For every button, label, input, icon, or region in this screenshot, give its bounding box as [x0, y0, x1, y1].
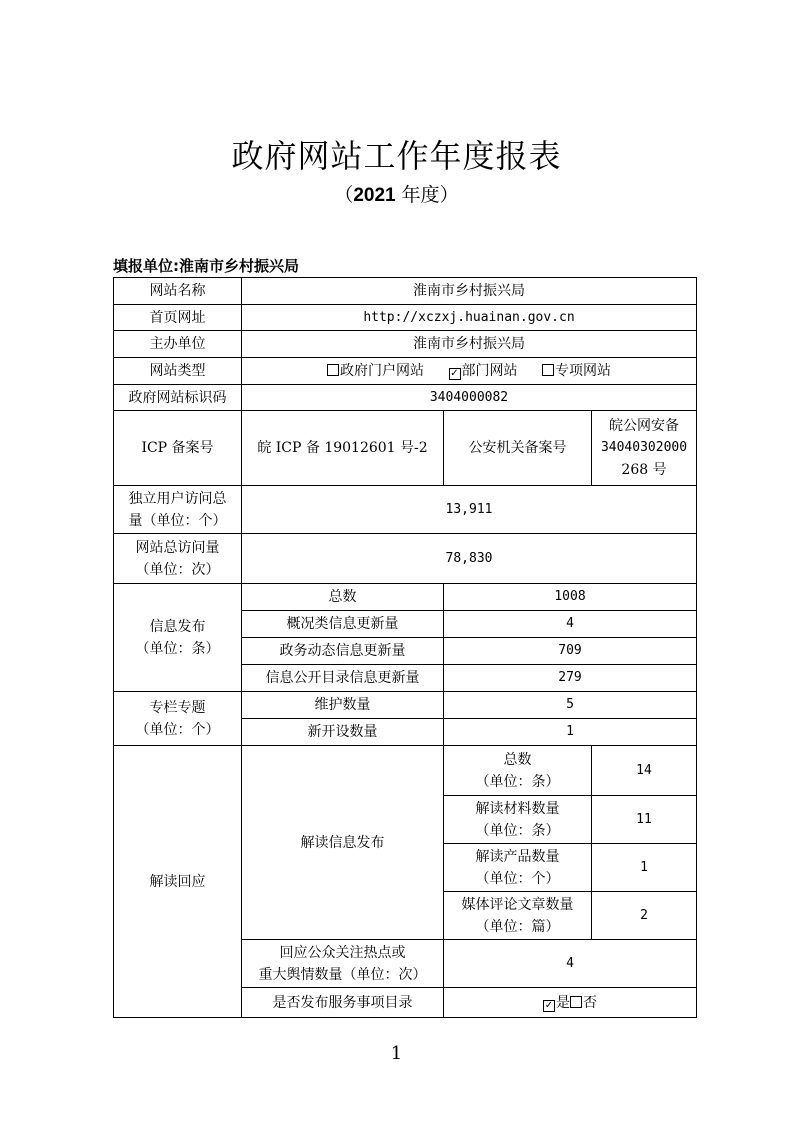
- site-id-value: 3404000082: [242, 385, 697, 411]
- columns-item-label: 新开设数量: [242, 719, 444, 746]
- interp-item-label: 解读产品数量 （单位：个）: [444, 844, 592, 892]
- icp-label: ICP 备案号: [114, 411, 242, 486]
- report-title: 政府网站工作年度报表: [231, 137, 562, 175]
- row-interp-total: [114, 746, 697, 796]
- sponsor-value: 淮南市乡村振兴局: [242, 331, 697, 358]
- interp-item-label: 媒体评论文章数量 （单位：篇）: [444, 892, 592, 940]
- interpretation-label: 解读回应: [114, 746, 242, 1018]
- report-table: [113, 277, 697, 1018]
- total-visits-label: 网站总访问量 （单位：次）: [114, 534, 242, 584]
- service-catalog-label: 是否发布服务事项目录: [242, 988, 444, 1018]
- interp-item-label: 总数 （单位：条）: [444, 746, 592, 796]
- info-item-value: 4: [444, 611, 697, 638]
- police-record-label: 公安机关备案号: [444, 411, 592, 486]
- site-id-label: 政府网站标识码: [114, 385, 242, 411]
- interp-item-value: 2: [592, 892, 697, 940]
- info-item-label: 信息公开目录信息更新量: [242, 665, 444, 692]
- info-item-value: 709: [444, 638, 697, 665]
- page-number: 1: [390, 1043, 403, 1064]
- total-visits-value: 78,830: [242, 534, 697, 584]
- option-no[interactable]: 否: [570, 995, 597, 1011]
- report-year: （2021 年度）: [334, 184, 459, 206]
- checkbox-portal[interactable]: [327, 364, 339, 376]
- interpretation-release-label: 解读信息发布: [242, 746, 444, 940]
- option-special[interactable]: 专项网站: [542, 363, 611, 379]
- option-department[interactable]: ✓ 部门网站: [450, 363, 518, 379]
- icp-value: 皖 ICP 备 19012601 号-2: [242, 411, 444, 486]
- info-item-value: 279: [444, 665, 697, 692]
- option-yes[interactable]: ✓ 是: [544, 994, 570, 1011]
- checkbox-department[interactable]: ✓: [450, 368, 459, 379]
- site-type-label: 网站类型: [114, 358, 242, 385]
- row-total-visits: [114, 534, 697, 584]
- columns-item-value: 5: [444, 692, 697, 719]
- police-record-value: 皖公网安备 34040302000 268 号: [592, 411, 697, 486]
- columns-label: 专栏专题 （单位：个）: [114, 692, 242, 746]
- row-sponsor: [114, 331, 697, 358]
- unique-visitors-value: 13,911: [242, 486, 697, 534]
- checkbox-yes[interactable]: ✓: [544, 999, 554, 1011]
- row-unique-visitors: [114, 486, 697, 534]
- row-columns-maintained: [114, 692, 697, 719]
- interp-item-label: 解读材料数量 （单位：条）: [444, 796, 592, 844]
- row-homepage: [114, 305, 697, 331]
- unique-visitors-label: 独立用户访问总 量（单位：个）: [114, 486, 242, 534]
- info-item-label: 概况类信息更新量: [242, 611, 444, 638]
- info-release-label: 信息发布 （单位：条）: [114, 584, 242, 692]
- reporting-unit: 填报单位:淮南市乡村振兴局: [113, 257, 299, 275]
- columns-item-value: 1: [444, 719, 697, 746]
- service-catalog-options: [444, 988, 697, 1018]
- site-name-label: 网站名称: [114, 278, 242, 305]
- columns-item-label: 维护数量: [242, 692, 444, 719]
- info-item-label: 总数: [242, 584, 444, 611]
- site-name-value: 淮南市乡村振兴局: [242, 278, 697, 305]
- row-info-total: [114, 584, 697, 611]
- checkbox-special[interactable]: [542, 364, 554, 376]
- option-portal[interactable]: 政府门户网站: [327, 363, 424, 379]
- row-site-name: [114, 278, 697, 305]
- row-site-type: [114, 358, 697, 385]
- homepage-url[interactable]: http://xczxj.huainan.gov.cn: [242, 305, 697, 331]
- interp-item-value: 14: [592, 746, 697, 796]
- row-icp: [114, 411, 697, 486]
- info-item-label: 政务动态信息更新量: [242, 638, 444, 665]
- row-site-id: [114, 385, 697, 411]
- checkbox-no[interactable]: [570, 996, 582, 1008]
- hotspot-value: 4: [444, 940, 697, 988]
- site-type-options: [242, 358, 697, 385]
- info-item-value: 1008: [444, 584, 697, 611]
- interp-item-value: 1: [592, 844, 697, 892]
- hotspot-label: 回应公众关注热点或 重大舆情数量（单位：次）: [242, 940, 444, 988]
- interp-item-value: 11: [592, 796, 697, 844]
- homepage-label: 首页网址: [114, 305, 242, 331]
- sponsor-label: 主办单位: [114, 331, 242, 358]
